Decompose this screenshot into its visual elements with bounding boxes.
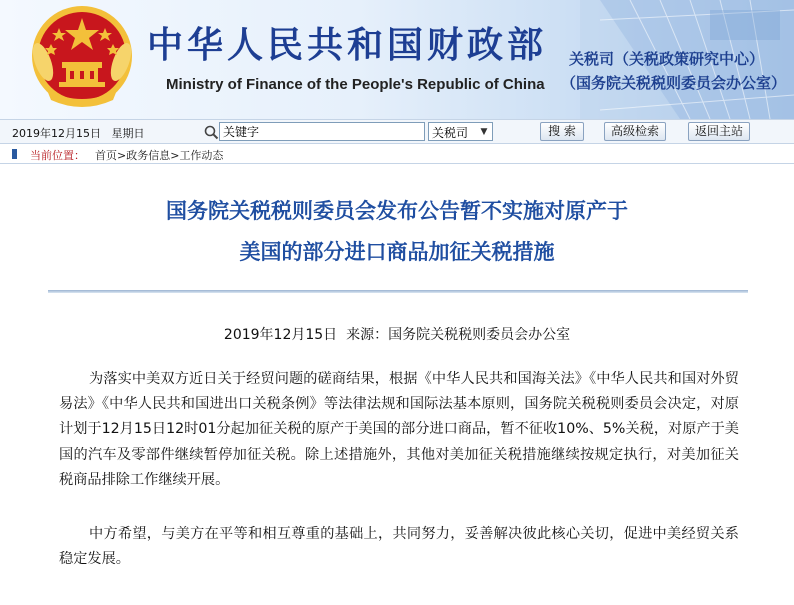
current-date: 2019年12月15日 星期日 [12,127,145,140]
department-name: 关税司（关税政策研究中心） [569,50,765,68]
article-paragraph: 为落实中美双方近日关于经贸问题的磋商结果，根据《中华人民共和国海关法》《中华人民共和国对外贸易法》《中华人民共和国进出口关税条例》等法律法规和国际法基本原则，国务院关税税则委员会决定，对原计划于12月15日12时01分起加征关税的原产于美国的部分进口商品，暂不征收10%、5%关税，对原产于美国的汽车及零部件继续暂停加征关税。除上述措施外，其他对美加征关税措施继续按规定执行，对美加征关税商品排除工作继续开展。 [59,371,739,488]
search-scope-value: 关税司 [432,126,469,140]
article-paragraph: 中方希望，与美方在平等和相互尊重的基础上，共同努力，妥善解决彼此核心关切，促进中美经贸关系稳定发展。 [59,526,739,568]
article-title-line-1: 国务院关税税则委员会发布公告暂不实施对原产于 [166,199,628,223]
advanced-search-button[interactable]: 高级检索 [604,122,666,141]
breadcrumb-label: 当前位置： [30,149,85,162]
return-home-button[interactable]: 返回主站 [688,122,750,141]
department-subname: （国务院关税税则委员会办公室） [561,74,787,92]
ministry-title-cn: 中华人民共和国财政部 [147,24,548,66]
article-meta: 2019年12月15日 来源：国务院关税税则委员会办公室 [223,327,571,343]
article-title-line-2: 美国的部分进口商品加征关税措施 [239,240,555,264]
breadcrumb-separator: > [170,149,180,162]
chevron-down-icon: ▼ [480,127,488,137]
site-header [0,0,794,119]
national-emblem-icon [29,4,135,110]
search-toolbar [0,119,794,144]
search-button[interactable]: 搜 索 [540,122,584,141]
location-marker-icon [12,149,17,159]
breadcrumb-news-link[interactable]: 政务信息 [126,149,171,162]
ministry-title-en: Ministry of Finance of the People's Republic of China [166,76,545,93]
breadcrumb-work-link[interactable]: 工作动态 [179,149,224,162]
search-scope-select[interactable] [428,122,493,141]
search-input[interactable] [219,122,425,141]
breadcrumb-separator: > [117,149,127,162]
search-icon [203,124,219,140]
title-divider [48,290,748,293]
breadcrumb [95,147,223,163]
breadcrumb-bar [0,144,794,164]
breadcrumb-home-link[interactable]: 首页 [95,149,117,162]
